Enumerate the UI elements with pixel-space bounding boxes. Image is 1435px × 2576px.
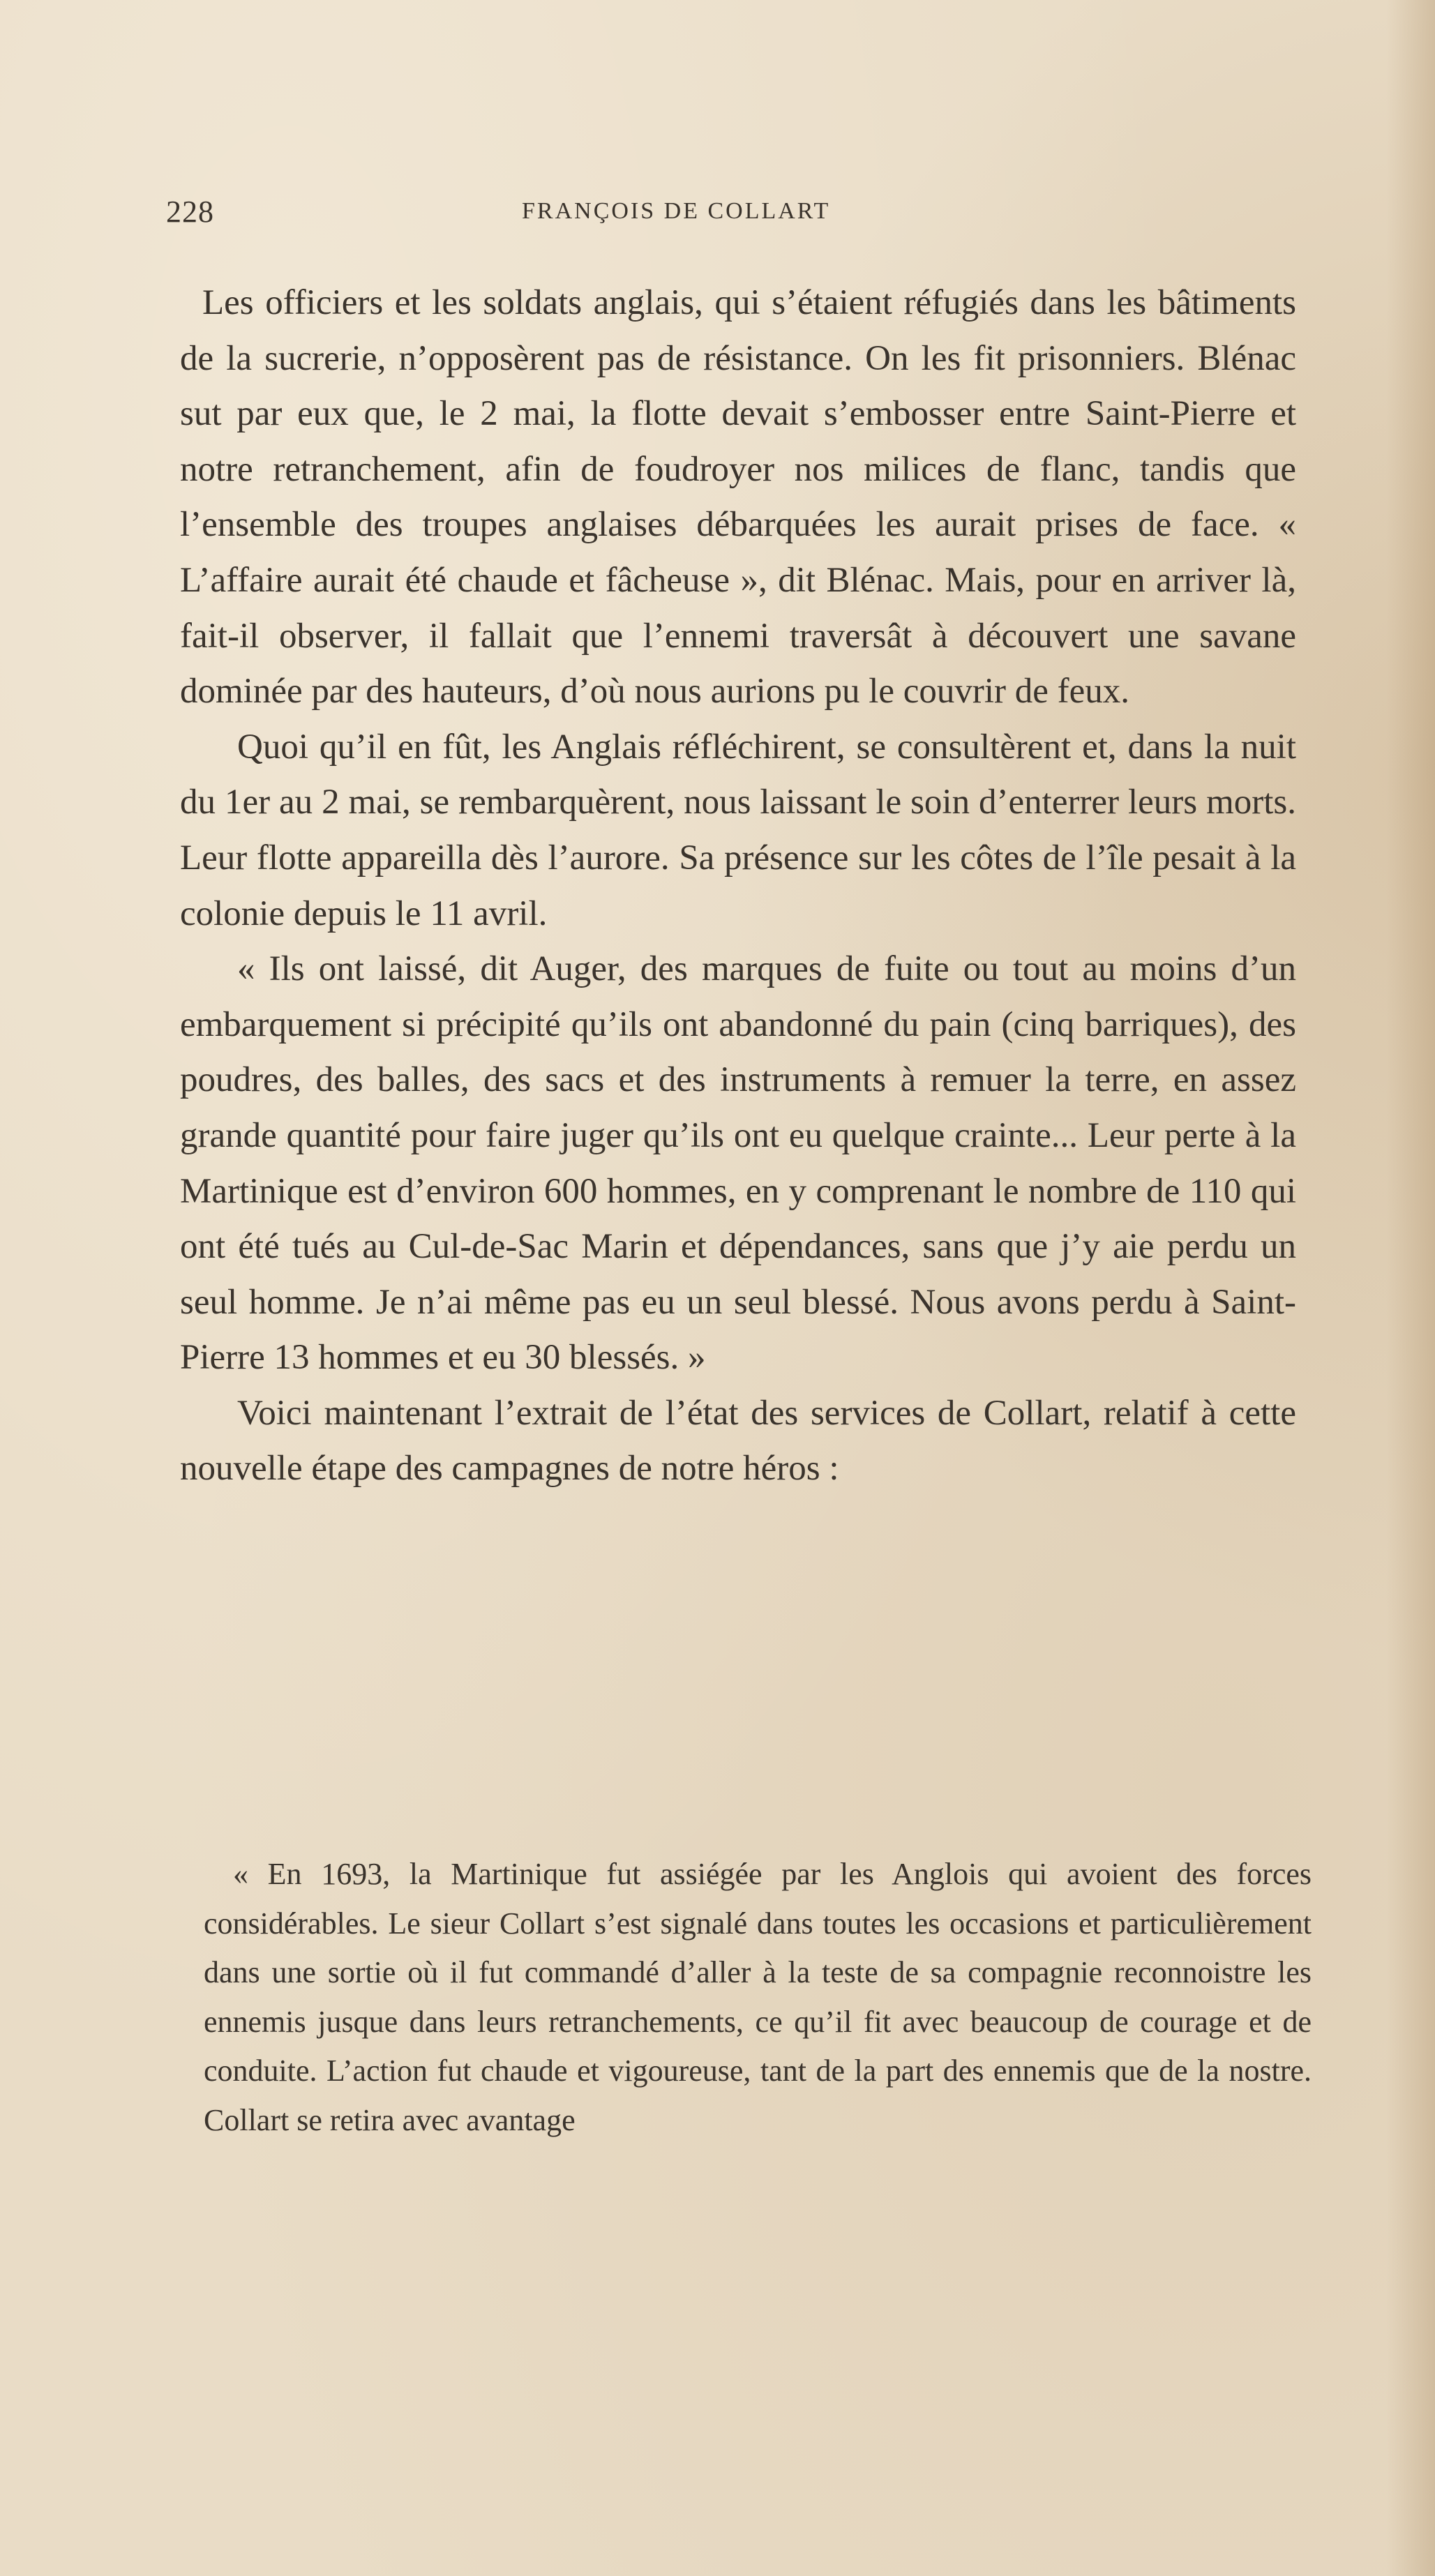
paragraph-2: Quoi qu’il en fût, les Anglais réfléchirent, se consultèrent et, dans la nuit du 1er au 2 mai, se rembarquèrent, nous laissant le soin d’enterrer leurs morts. Leur flotte appareilla dès l’aurore. Sa présence sur les côtes de l’île pesait à la colonie depuis le 11 avril. [180, 727, 1296, 933]
paragraph-3: « Ils ont laissé, dit Auger, des marques de fuite ou tout au moins d’un embarquement si précipité qu’ils ont abandonné du pain (cinq barriques), des poudres, des balles, des sacs et des instruments à remuer la terre, en assez grande quantité pour faire juger qu’ils ont eu quelque crainte... Leur perte à la Martinique est d’environ 600 hommes, en y comprenant le nombre de 110 qui ont été tués au Cul-de-Sac Marin et dépendances, sans que j’y aie perdu un seul homme. Je n’ai même pas eu un seul blessé. Nous avons perdu à Saint-Pierre 13 hommes et eu 30 blessés. » [180, 949, 1296, 1378]
running-title: FRANÇOIS DE COLLART [522, 198, 831, 224]
service-record-quote [204, 1850, 1312, 2145]
page-edge-shadow [1386, 0, 1435, 2576]
body-text [180, 276, 1296, 1497]
page-header [166, 194, 1296, 236]
paragraph-4: Voici maintenant l’extrait de l’état des services de Collart, relatif à cette nouvelle étape des campagnes de notre héros : [180, 1393, 1296, 1489]
page-number: 228 [166, 195, 214, 229]
quote-paragraph: « En 1693, la Martinique fut assiégée par les Anglois qui avoient des forces considérables. Le sieur Collart s’est signalé dans toutes les occasions et particulièrement dans une sortie où il fut commandé d’aller à la teste de sa compagnie reconnoistre les ennemis jusque dans leurs retranchements, ce qu’il fit avec beaucoup de courage et de conduite. L’action fut chaude et vigoureuse, tant de la part des ennemis que de la nostre. Collart se retira avec avantage [204, 1857, 1312, 2137]
paragraph-1: Les officiers et les soldats anglais, qui s’étaient réfugiés dans les bâtiments de la sucrerie, n’opposèrent pas de résistance. On les fit prisonniers. Blénac sut par eux que, le 2 mai, la flotte devait s’embosser entre Saint-Pierre et notre retranchement, afin de foudroyer nos milices de flanc, tandis que l’ensemble des troupes anglaises débarquées les aurait prises de face. « L’affaire aurait été chaude et fâcheuse », dit Blénac. Mais, pour en arriver là, fait-il observer, il fallait que l’ennemi traversât à découvert une savane dominée par des hauteurs, d’où nous aurions pu le couvrir de feux. [180, 283, 1296, 711]
